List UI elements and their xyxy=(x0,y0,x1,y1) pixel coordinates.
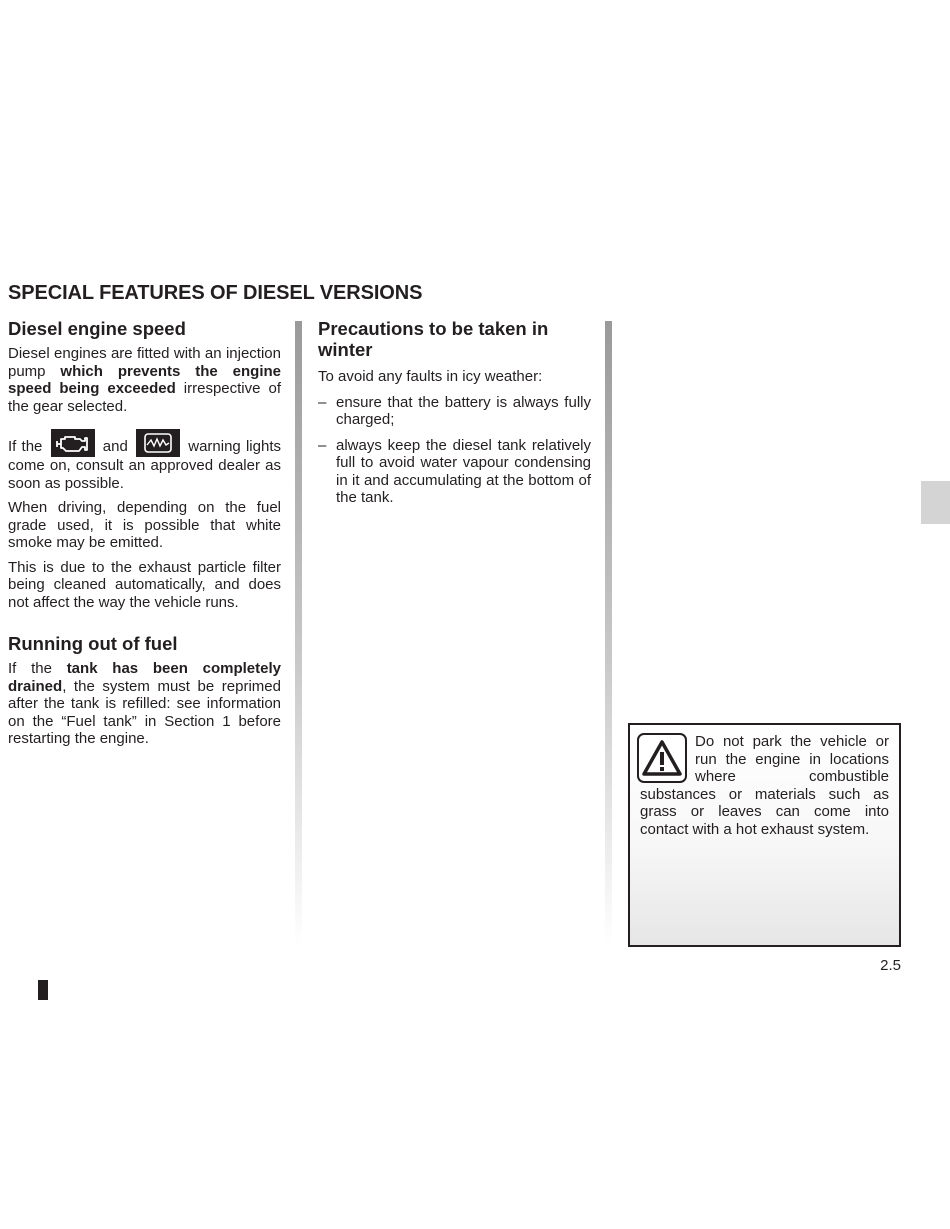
paragraph-icy-weather: To avoid any faults in icy weather: xyxy=(318,368,543,385)
text: , the system must be reprimed after the tank is refilled: see information on the “Fuel tank” in Section 1 before restarting the engine. xyxy=(8,677,281,747)
section-heading-winter: Precautions to be taken in winter xyxy=(318,318,549,360)
engine-warning-icon xyxy=(51,429,95,457)
text: warning lights come on, consult an approved dealer as soon as possible. xyxy=(8,438,281,492)
section-tab-marker xyxy=(921,481,950,524)
list-item xyxy=(318,437,591,507)
column-middle xyxy=(318,318,591,515)
column-divider xyxy=(605,321,612,945)
list-item-text: ensure that the battery is always fully charged; xyxy=(336,393,591,428)
warning-triangle-icon xyxy=(637,733,687,785)
page-number: 2.5 xyxy=(880,957,901,974)
precautions-list xyxy=(318,394,591,507)
bold-text: tank has been completely drained xyxy=(8,660,281,695)
bold-text: which prevents the engine speed being exceeded xyxy=(8,362,281,397)
dash: – xyxy=(318,436,327,454)
dash: – xyxy=(318,393,327,411)
paragraph-reprime xyxy=(8,660,281,748)
particle-filter-icon xyxy=(136,429,180,457)
warning-box xyxy=(628,723,901,947)
paragraph-particle-filter: This is due to the exhaust particle filter being cleaned automatically, and does not affect the way the vehicle runs. xyxy=(8,558,281,611)
list-item xyxy=(318,394,591,429)
text: If the xyxy=(8,438,43,455)
column-divider xyxy=(295,321,302,945)
list-item-text: always keep the diesel tank relatively full to avoid water vapour condensing in it and accumulating at the bottom of the tank. xyxy=(336,436,591,506)
text: If the xyxy=(8,660,67,677)
paragraph-warning-lights xyxy=(8,429,281,492)
page-title: SPECIAL FEATURES OF DIESEL VERSIONS xyxy=(8,282,423,304)
warning-text: Do not park the vehicle or run the engine in locations where combustible substances or materials such as grass or leaves can come into contact with a hot exhaust system. xyxy=(640,733,889,838)
section-heading-running-out-of-fuel: Running out of fuel xyxy=(8,633,178,654)
text: Diesel engines are fitted with an injection pump xyxy=(8,345,281,380)
corner-mark xyxy=(38,980,48,1000)
paragraph-injection-pump xyxy=(8,345,281,415)
text: irrespective of the gear selected. xyxy=(8,380,281,415)
warning-content xyxy=(640,733,889,838)
column-left xyxy=(8,318,281,755)
paragraph-white-smoke: When driving, depending on the fuel grade used, it is possible that white smoke may be emitted. xyxy=(8,499,281,551)
section-running-out-of-fuel xyxy=(8,633,281,748)
text: and xyxy=(102,438,128,455)
section-heading-engine-speed: Diesel engine speed xyxy=(8,318,186,339)
